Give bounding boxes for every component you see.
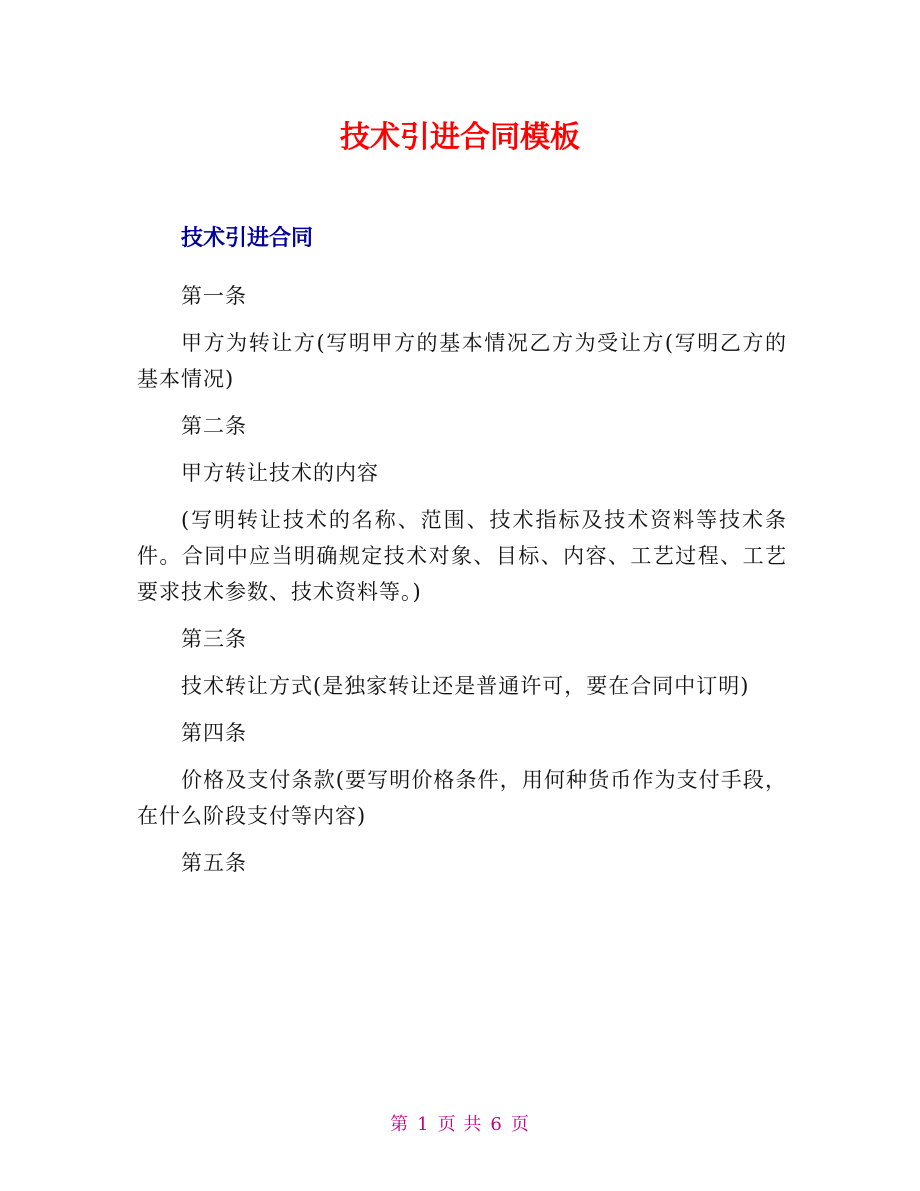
footer-total-pages: 6 [490,1114,503,1135]
paragraph-article-5: 第五条 [181,851,247,875]
section-heading: 技术引进合同 [181,226,314,251]
paragraph-price-payment: 价格及支付条款(要写明价格条件，用何种货币作为支付手段，在什么阶段支付等内容) [137,768,787,828]
footer-current-page: 1 [417,1114,430,1135]
document-title: 技术引进合同模板 [340,120,580,155]
page-footer [0,1110,920,1140]
paragraph-transfer-details: (写明转让技术的名称、范围、技术指标及技术资料等技术条件。合同中应当明确规定技术对象、目标、内容、工艺过程、工艺要求技术参数、技术资料等。) [137,508,787,604]
paragraph-article-2: 第二条 [181,414,247,438]
paragraph-transfer-method: 技术转让方式(是独家转让还是普通许可，要在合同中订明) [181,674,750,698]
paragraph-article-1: 第一条 [181,284,247,308]
footer-suffix: 页 [510,1114,530,1135]
paragraph-article-3: 第三条 [181,627,247,651]
footer-prefix: 第 [390,1114,410,1135]
paragraph-transfer-content: 甲方转让技术的内容 [181,461,379,485]
paragraph-parties: 甲方为转让方(写明甲方的基本情况乙方为受让方(写明乙方的基本情况) [137,331,787,391]
footer-mid: 页 共 [437,1114,483,1135]
paragraph-article-4: 第四条 [181,721,247,745]
document-body [137,278,787,892]
